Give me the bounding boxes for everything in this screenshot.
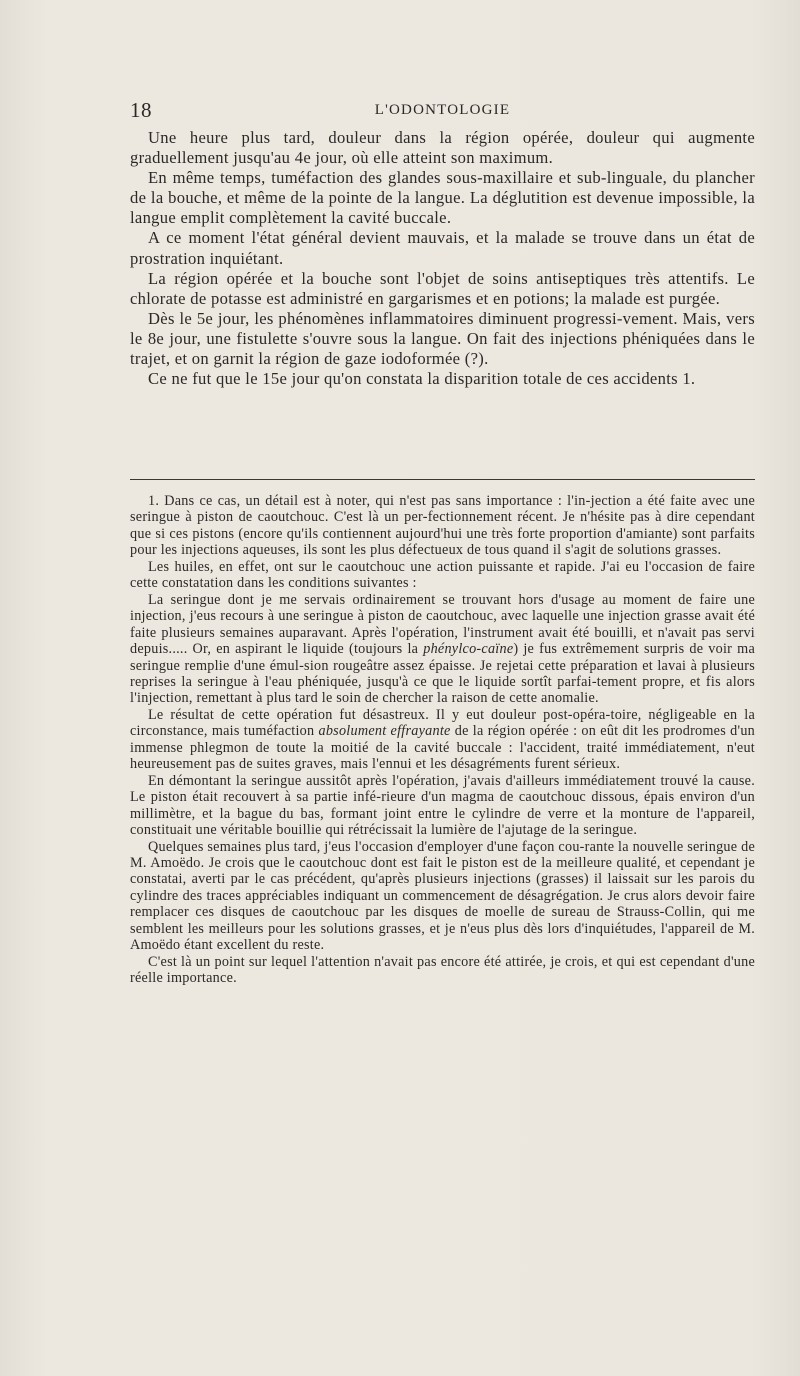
footnote-text: La seringue dont je me servais ordinairement se trouvant hors d'usage au moment de faire une injection, j'eus recours à une seringue à piston de caoutchouc, avec laquelle une injection grasse avait été faite plusieurs semaines auparavant. Après l'opération, l'instrument avait été bouilli, et n'avait pas servi depuis..... Or, en aspirant le liquide (toujours la — [130, 591, 755, 658]
footnote-number: 1. — [148, 493, 160, 509]
paragraph: Une heure plus tard, douleur dans la région opérée, douleur qui augmente graduellement jusqu'au 4e jour, où elle atteint son maximum. — [130, 128, 755, 168]
paragraph: A ce moment l'état général devient mauvais, et la malade se trouve dans un état de prostration inquiétant. — [130, 228, 755, 268]
footnote-italic: phénylco-caïne — [423, 641, 514, 658]
paragraph: Ce ne fut que le 15e jour qu'on constata la disparition totale de ces accidents 1. — [148, 369, 696, 389]
footnote-paragraph — [130, 707, 755, 773]
footnote-paragraph: C'est là un point sur lequel l'attention n'avait pas encore été attirée, je crois, et qui est cependant d'une réelle importance. — [130, 953, 755, 987]
footnote-text: de la région opérée : on eût dit les prodromes d'un immense phlegmon de toute la moitié de la cavité buccale : l'accident, traité immédiatement, n'eut heureusement pas de suites graves, mais l'ennui et les désagréments furent sérieux. — [130, 723, 756, 773]
footnote-text: Le résultat de cette opération fut désastreux. Il y eut douleur post-opéra-toire, négligeable en la circonstance, mais tuméfaction — [130, 706, 755, 740]
paragraph: La région opérée et la bouche sont l'objet de soins antiseptiques très attentifs. Le chlorate de potasse est administré en gargarismes et en potions; la malade est purgée. — [130, 268, 755, 308]
running-title: L'ODONTOLOGIE — [374, 102, 511, 118]
main-text — [130, 128, 755, 389]
footnote-paragraph: Quelques semaines plus tard, j'eus l'occasion d'employer d'une façon cou-rante la nouvelle seringue de M. Amoëdo. Je crois que le caoutchouc dont est fait le piston est de la meilleure qualité, et cependant je constatai, averti par le cas précédent, qu'après plusieurs injections (grasses) il laissait sur les parois du cylindre des traces appréciables indiquant un commencement de désagrégation. Je crus alors devoir faire remplacer ces disques de caoutchouc par les disques de moelle de sureau de Strauss-Collin, qui me semblent les meilleurs pour les solutions grasses, et je n'eus plus dès lors d'inquiétudes, l'appareil de M. Amoëdo étant excellent du reste. — [130, 838, 755, 954]
footnote-text: Dans ce cas, un détail est à noter, qui n'est pas sans importance : l'in-jection a été faite avec une seringue à piston de caoutchouc. C'est là un per-fectionnement récent. Je n'hésite pas à dire cependant que si ces pistons (encore qu'ils contiennent aujourd'hui une très forte proportion d'amiante) sont parfaits pour les injections aqueuses, ils sont les plus défectueux de tous quand il s'agit de solutions grasses. — [130, 493, 755, 559]
footnote-paragraph: Les huiles, en effet, ont sur le caoutchouc une action puissante et rapide. J'ai eu l'occasion de faire cette constatation dans les conditions suivantes : — [130, 558, 755, 592]
footnote-text: ) je fus extrêmement surpris de voir ma seringue remplie d'une émul-sion rougeâtre assez épaisse. Je rejetai cette préparation et lavai à plusieurs reprises la seringue à l'eau phéniquée, jusqu'à ce que le liquide sortît parfai-tement propre, et fis alors l'injection, remettant à plus tard le soin de chercher la raison de cette anomalie. — [130, 641, 755, 707]
footnote-paragraph — [130, 592, 755, 707]
page-header — [130, 98, 755, 128]
footnote-paragraph: En démontant la seringue aussitôt après l'opération, j'avais d'ailleurs immédiatement trouvé la cause. Le piston était recouvert à sa partie infé-rieure d'un magma de caoutchouc dissous, épais environ d'un millimètre, et la bague du bas, formant joint entre le cylindre de verre et la monture de l'appareil, constituait une véritable bouillie qui rétrécissait la lumière de l'ajutage de la seringue. — [130, 772, 755, 839]
footnote-paragraph — [130, 493, 755, 559]
paragraph: Dès le 5e jour, les phénomènes inflammatoires diminuent progressi-vement. Mais, vers le 8e jour, une fistulette s'ouvre sous la langue. On fait des injections phéniquées dans le trajet, et on garnit la région de gaze iodoformée (?). — [130, 308, 755, 369]
paragraph: En même temps, tuméfaction des glandes sous-maxillaire et sub-linguale, du plancher de la bouche, et même de la pointe de la langue. La déglutition est devenue impossible, la langue emplit complètement la cavité buccale. — [130, 168, 755, 228]
footnotes — [130, 493, 755, 987]
footnote-italic: absolument effrayante — [318, 723, 451, 740]
footnote-separator — [130, 479, 755, 480]
page-number: 18 — [130, 98, 152, 122]
